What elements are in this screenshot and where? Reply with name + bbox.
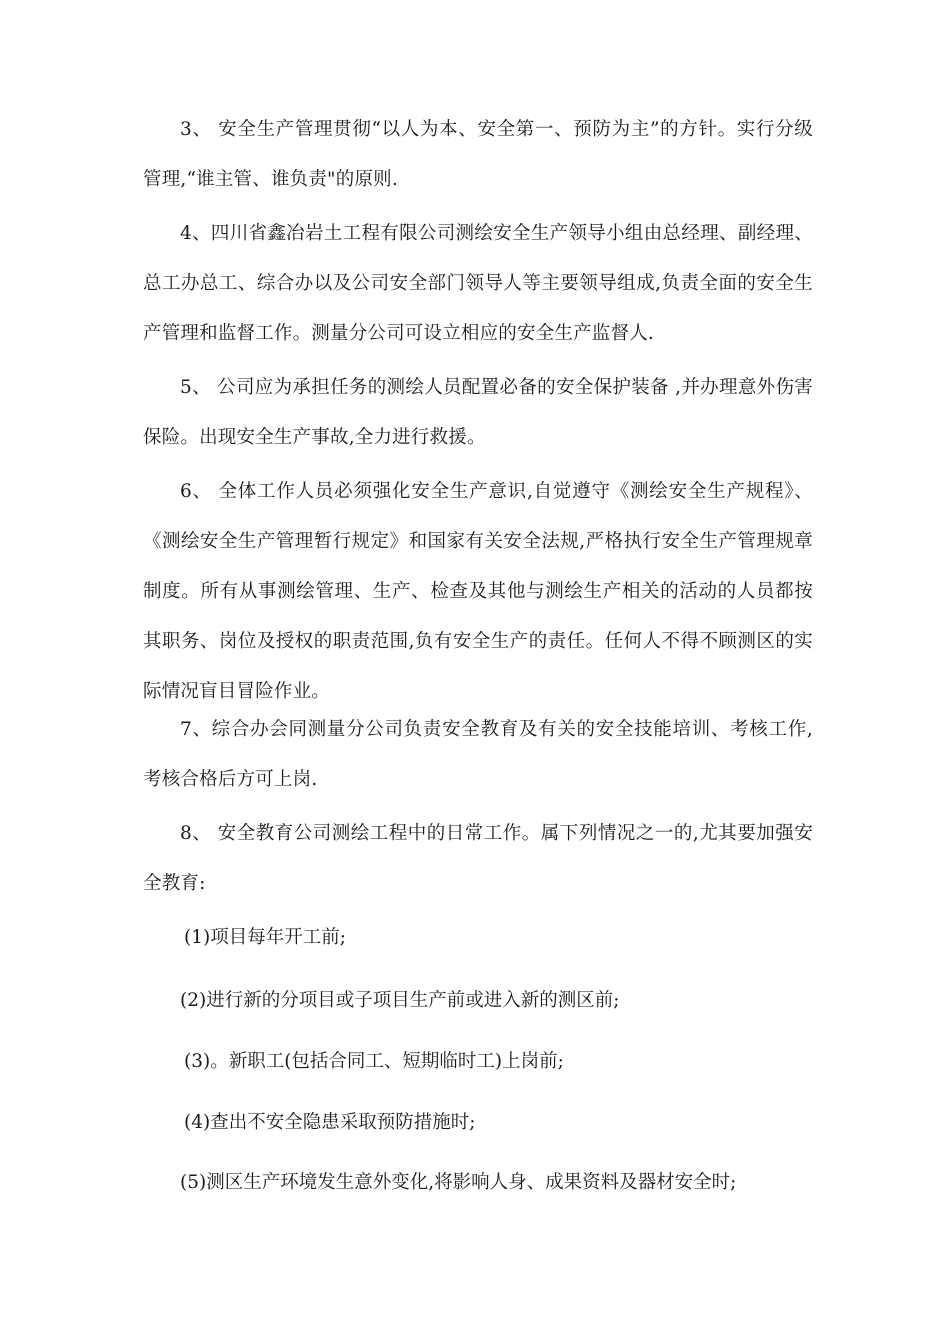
paragraph-3: 3、 安全生产管理贯彻“以人为本、安全第一、预防为主”的方针。实行分级管理,“谁主管、谁负责"的原则.	[143, 119, 813, 190]
paragraph-8: 8、 安全教育公司测绘工程中的日常工作。属下列情况之一的,尤其要加强安全教育:	[143, 823, 813, 894]
paragraph-7: 7、综合办会同测量分公司负责安全教育及有关的安全技能培训、考核工作,考核合格后方可上岗.	[143, 719, 813, 790]
list-item-5: (5)测区生产环境发生意外变化,将影响人身、成果资料及器材安全时;	[180, 1172, 737, 1193]
list-item-2: (2)进行新的分项目或子项目生产前或进入新的测区前;	[180, 990, 620, 1011]
list-item-4: (4)查出不安全隐患采取预防措施时;	[184, 1112, 476, 1133]
paragraph-6: 6、 全体工作人员必须强化安全生产意识,自觉遵守《测绘安全生产规程》、《测绘安全生产管理暂行规定》和国家有关安全法规,严格执行安全生产管理规章制度。所有从事测绘管理、生产、检查及其他与测绘生产相关的活动的人员都按其职务、岗位及授权的职责范围,负有安全生产的责任。任何人不得不顾测区的实际情况盲目冒险作业。	[143, 481, 813, 702]
paragraph-4: 4、四川省鑫冶岩土工程有限公司测绘安全生产领导小组由总经理、副经理、总工办总工、综合办以及公司安全部门领导人等主要领导组成,负责全面的安全生产管理和监督工作。测量分公司可设立相应的安全生产监督人.	[143, 223, 813, 344]
list-item-1: (1)项目每年开工前;	[184, 927, 346, 948]
list-item-3: (3)。新职工(包括合同工、短期临时工)上岗前;	[184, 1051, 564, 1072]
paragraph-5: 5、 公司应为承担任务的测绘人员配置必备的安全保护装备 ,并办理意外伤害保险。出现安全生产事故,全力进行救援。	[143, 377, 813, 448]
